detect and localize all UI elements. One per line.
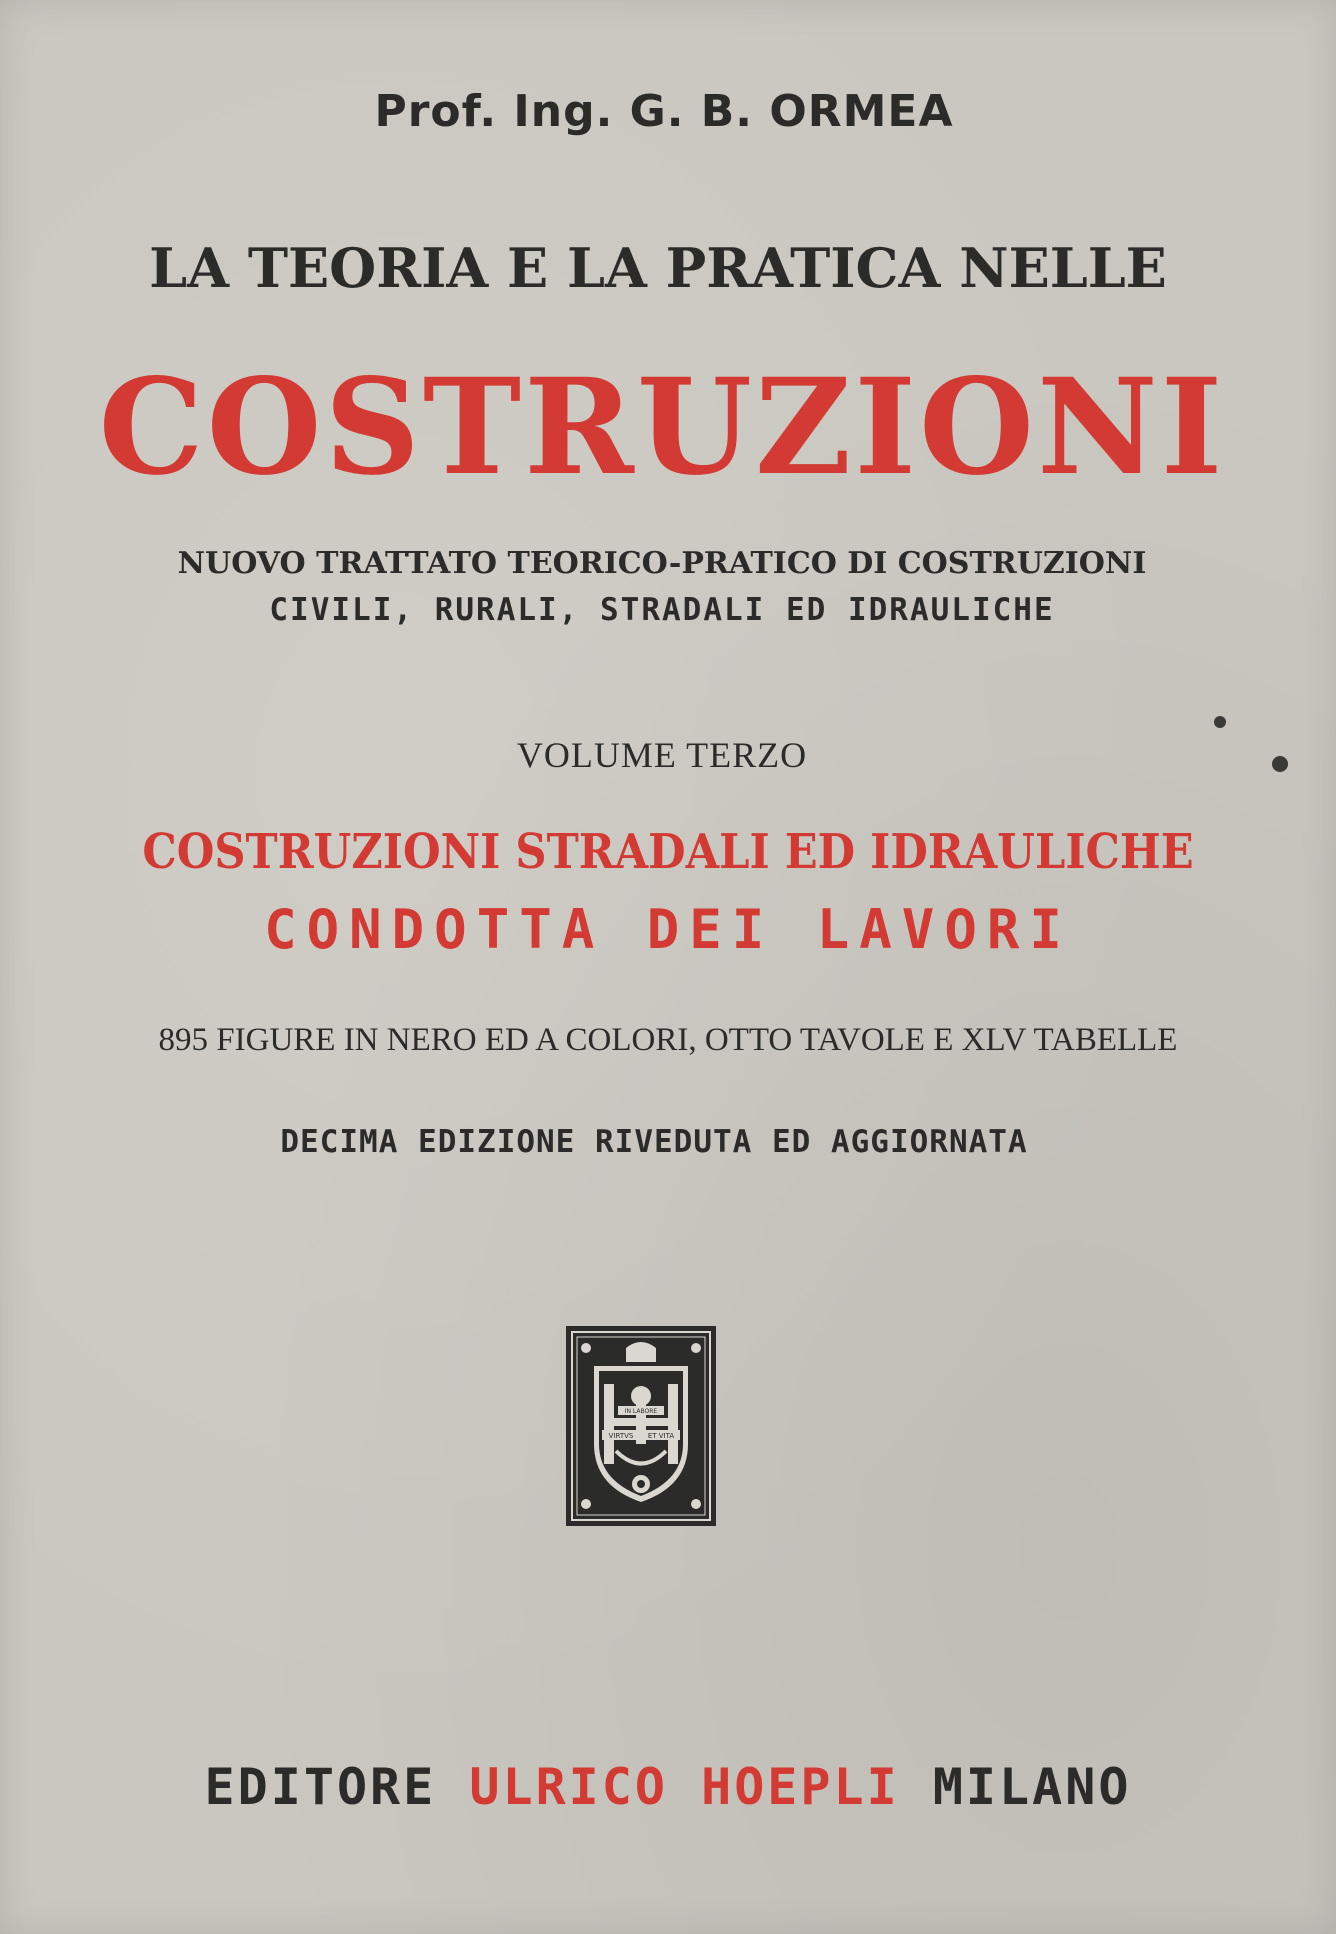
author-name: Prof. Ing. G. B. ORMEA [374, 86, 954, 137]
volume-title-line-1: COSTRUZIONI STRADALI ED IDRAULICHE [142, 824, 1194, 880]
main-title: COSTRUZIONI [98, 350, 1226, 505]
figures-note: 895 FIGURE IN NERO ED A COLORI, OTTO TAVOLE E XLV TABELLE [158, 1022, 1178, 1058]
emblem-banner-text: IN LABORE [624, 1408, 658, 1415]
edition-note: DECIMA EDIZIONE RIVEDUTA ED AGGIORNATA [280, 1124, 1028, 1160]
publisher-line [0, 1758, 1336, 1816]
series-title: LA TEORIA E LA PRATICA NELLE [149, 236, 1167, 300]
paper-spot [1214, 716, 1226, 728]
publisher-name: ULRICO HOEPLI [469, 1758, 900, 1816]
publisher-city: MILANO [932, 1758, 1132, 1816]
subtitle-line-1: NUOVO TRATTATO TEORICO-PRATICO DI COSTRUZIONI [177, 546, 1147, 581]
subtitle-line-2: CIVILI, RURALI, STRADALI ED IDRAULICHE [269, 592, 1055, 628]
emblem-motto-right: ET VITA [647, 1432, 675, 1440]
volume-title-line-2: CONDOTTA DEI LAVORI [264, 898, 1072, 961]
hoepli-publisher-mark-icon [566, 1326, 716, 1526]
volume-number: VOLUME TERZO [516, 735, 808, 775]
emblem-motto-left: VIRTVS [608, 1432, 634, 1440]
publisher-prefix: EDITORE [204, 1758, 437, 1816]
paper-spot [1272, 756, 1288, 772]
